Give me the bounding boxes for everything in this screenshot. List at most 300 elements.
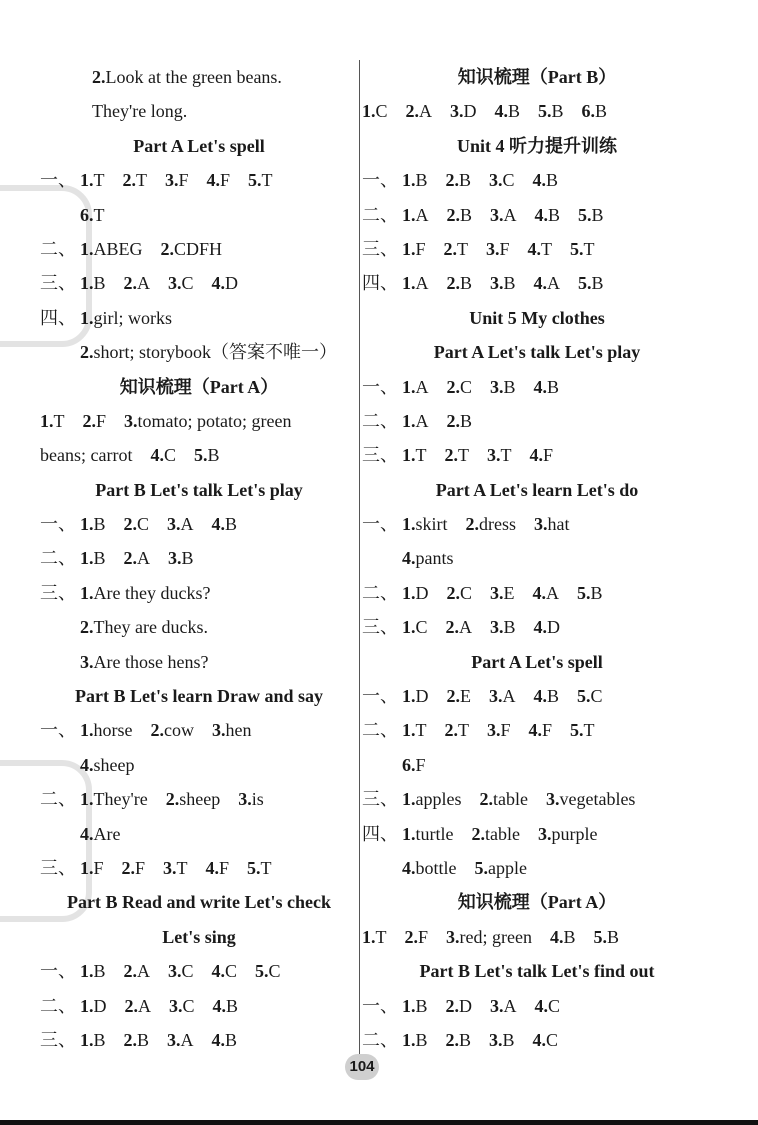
answer-item	[490, 198, 517, 232]
section-heading: Part A Let's learn Let's do	[435, 479, 639, 500]
answer-item	[486, 232, 510, 266]
column-divider	[359, 60, 360, 1060]
item-number: 2.	[404, 926, 418, 947]
answer-value: C	[375, 101, 388, 122]
answer-item	[124, 1023, 150, 1057]
page-number: 104	[345, 1054, 379, 1080]
item-number: 2.	[92, 67, 106, 87]
answer-row	[362, 507, 712, 541]
answer-value: F	[415, 754, 426, 775]
answer-value: T	[541, 238, 553, 259]
question-group-number: 一、	[40, 170, 76, 191]
answer-item	[168, 541, 194, 575]
answer-row	[40, 198, 358, 232]
answer-row	[40, 610, 358, 644]
question-group-number: 三、	[40, 582, 76, 603]
answer-item	[402, 713, 427, 747]
answer-item	[577, 679, 603, 713]
item-number: 1.	[362, 926, 376, 947]
answer-value: D	[463, 101, 477, 122]
answer-item	[490, 989, 517, 1023]
item-number: 4.	[549, 926, 564, 947]
answer-value: C	[548, 995, 561, 1016]
question-group-number: 二、	[362, 582, 398, 603]
item-number: 3.	[165, 170, 179, 191]
item-number: 5.	[474, 857, 488, 878]
question-group-number: 二、	[40, 548, 76, 569]
answer-item	[248, 163, 273, 197]
answer-item	[80, 817, 120, 851]
answer-value: sheep	[179, 789, 221, 810]
answer-row	[40, 782, 358, 816]
answer-value: T	[260, 857, 272, 878]
answer-row	[362, 370, 712, 404]
item-number: 5.	[577, 686, 591, 707]
answer-value: table	[492, 789, 528, 810]
answer-row	[362, 679, 712, 713]
answer-value: A	[503, 995, 517, 1016]
item-number: 2.	[82, 410, 96, 431]
item-number: 2.	[465, 514, 480, 535]
section-heading: Unit 4 听力提升训练	[456, 135, 617, 156]
answer-item	[207, 163, 231, 197]
question-group-number: 二、	[40, 789, 76, 810]
answer-row	[362, 198, 712, 232]
answer-item	[495, 94, 521, 128]
item-number: 2.	[445, 1029, 460, 1050]
answer-item	[40, 404, 65, 438]
answer-value: apples	[415, 789, 462, 810]
answer-item	[80, 748, 134, 782]
item-number: 3.	[486, 238, 500, 259]
item-number: 3.	[545, 789, 560, 810]
answer-value: T	[136, 170, 147, 191]
item-number: 2.	[443, 238, 458, 259]
answer-value: F	[542, 720, 553, 741]
answer-value: cow	[164, 720, 194, 741]
item-number: 1.	[402, 995, 416, 1016]
item-number: 2.	[123, 548, 138, 569]
item-number: 4.	[205, 857, 220, 878]
answer-value: B	[137, 1029, 150, 1050]
item-number: 2.	[123, 961, 138, 982]
answer-item	[538, 817, 597, 851]
answer-item	[80, 266, 106, 300]
answer-value: D	[459, 995, 473, 1016]
item-number: 3.	[80, 651, 94, 672]
answer-text: They're long.	[92, 101, 188, 122]
item-number: 1.	[80, 307, 94, 328]
answer-item	[546, 782, 635, 816]
answer-value: C	[590, 686, 603, 707]
answer-item	[80, 645, 208, 679]
answer-item	[490, 266, 516, 300]
answer-item	[447, 679, 472, 713]
answer-item	[80, 541, 106, 575]
item-number: 4.	[212, 995, 227, 1016]
answer-value: B	[93, 514, 106, 535]
answer-row	[40, 541, 358, 575]
answer-value: T	[415, 720, 427, 741]
item-number: 2.	[446, 582, 460, 603]
item-number: 3.	[489, 1029, 503, 1050]
question-group-number: 三、	[362, 238, 398, 259]
answer-item	[402, 851, 457, 885]
section-heading: 知识梳理（Part B）	[457, 67, 617, 87]
question-group-number: 二、	[362, 1029, 398, 1050]
item-number: 1.	[402, 376, 416, 397]
section-heading: Let's sing	[162, 926, 236, 947]
answer-value: B	[591, 204, 604, 225]
answer-sentence	[40, 60, 358, 94]
answer-row	[362, 989, 712, 1023]
item-number: 4.	[528, 720, 543, 741]
question-group-number: 三、	[40, 857, 76, 878]
answer-item	[167, 1023, 194, 1057]
answer-item	[402, 163, 428, 197]
answer-value: A	[138, 995, 151, 1016]
item-number: 1.	[80, 273, 94, 294]
item-number: 4.	[534, 995, 549, 1016]
answer-item	[535, 989, 561, 1023]
answer-item	[212, 954, 238, 988]
answer-item	[450, 94, 477, 128]
answer-value: They are ducks.	[93, 617, 208, 638]
item-number: 2.	[123, 1029, 138, 1050]
answer-row	[362, 782, 712, 816]
item-number: 5.	[578, 273, 592, 294]
answer-item	[402, 232, 426, 266]
answer-item	[80, 507, 106, 541]
section-heading: Unit 5 My clothes	[469, 307, 605, 328]
section-heading: 知识梳理（Part A）	[119, 376, 279, 397]
answer-item	[533, 163, 559, 197]
item-number: 4.	[532, 582, 547, 603]
answer-item	[550, 920, 576, 954]
answer-value: F	[500, 720, 511, 741]
answer-value: D	[225, 273, 239, 294]
question-group-number: 一、	[40, 961, 76, 982]
answer-value: B	[460, 410, 473, 431]
item-number: 5.	[578, 204, 592, 225]
answer-value: A	[180, 514, 194, 535]
answer-item	[169, 989, 195, 1023]
answer-value: skirt	[415, 514, 448, 535]
answer-value: is	[251, 789, 264, 810]
answer-item	[124, 266, 151, 300]
answer-row	[40, 954, 358, 988]
item-number: 4.	[529, 445, 543, 466]
item-number: 5.	[570, 720, 584, 741]
answer-item	[405, 920, 429, 954]
answer-value: B	[503, 273, 516, 294]
answer-item	[402, 576, 429, 610]
item-number: 3.	[167, 514, 181, 535]
item-number: 4.	[150, 445, 164, 466]
answer-item	[402, 266, 429, 300]
answer-value: B	[460, 204, 473, 225]
item-number: 5.	[570, 238, 584, 259]
item-number: 3.	[238, 789, 252, 810]
answer-value: C	[546, 1029, 559, 1050]
answer-value: C	[225, 961, 238, 982]
answer-row	[40, 163, 358, 197]
answer-value: A	[415, 410, 429, 431]
item-number: 3.	[124, 410, 138, 431]
item-number: 4.	[211, 961, 226, 982]
answer-item	[570, 232, 595, 266]
answer-value: B	[415, 1029, 428, 1050]
answer-item	[402, 1023, 428, 1057]
item-number: 4.	[533, 273, 548, 294]
item-number: 3.	[212, 720, 226, 741]
answer-row	[362, 404, 712, 438]
answer-item	[487, 713, 511, 747]
left-column	[40, 60, 358, 1057]
answer-value: B	[93, 273, 106, 294]
item-number: 4.	[534, 204, 549, 225]
item-number: 1.	[402, 582, 416, 603]
answer-value: B	[459, 170, 472, 191]
answer-item	[402, 748, 426, 782]
answer-item	[80, 335, 337, 369]
answer-value: B	[93, 1029, 106, 1050]
answer-value: A	[459, 617, 473, 638]
question-group-number: 一、	[362, 686, 398, 707]
answer-item	[594, 920, 620, 954]
item-number: 2.	[123, 514, 138, 535]
answer-value: B	[503, 376, 516, 397]
answer-item	[213, 989, 239, 1023]
item-number: 2.	[446, 204, 460, 225]
question-group-number: 一、	[40, 720, 76, 741]
answer-value: T	[375, 926, 387, 947]
answer-item	[402, 438, 427, 472]
item-number: 2.	[123, 273, 138, 294]
answer-item	[194, 438, 220, 472]
answer-value: A	[502, 686, 516, 707]
answer-item	[362, 94, 388, 128]
answer-value: F	[219, 857, 230, 878]
item-number: 2.	[124, 995, 138, 1016]
item-number: 2.	[122, 170, 136, 191]
answer-row	[40, 645, 358, 679]
answer-value: B	[225, 514, 238, 535]
answer-item	[538, 94, 564, 128]
answer-value: short; storybook（答案不唯一）	[93, 342, 338, 363]
answer-item	[447, 370, 473, 404]
section-heading: 知识梳理（Part A）	[457, 892, 617, 913]
answer-value: apple	[488, 857, 527, 878]
answer-value: T	[53, 410, 65, 431]
question-group-number: 三、	[40, 273, 76, 294]
answer-item	[402, 198, 429, 232]
answer-value: vegetables	[559, 789, 636, 810]
item-number: 2.	[446, 410, 460, 431]
item-number: 3.	[446, 926, 460, 947]
item-number: 1.	[402, 238, 416, 259]
answer-value: A	[415, 376, 429, 397]
answer-item	[447, 198, 473, 232]
item-number: 4.	[211, 514, 226, 535]
answer-row	[40, 713, 358, 747]
answer-text: Look at the green beans.	[105, 67, 282, 87]
item-number: 2.	[445, 617, 460, 638]
answer-value: A	[547, 273, 561, 294]
answer-item	[124, 404, 291, 438]
section-heading: Part A Let's spell	[471, 651, 603, 672]
question-group-number: 四、	[362, 823, 398, 844]
item-number: 1.	[80, 170, 94, 191]
answer-value: A	[415, 273, 429, 294]
item-number: 2.	[446, 273, 460, 294]
item-number: 4.	[533, 376, 548, 397]
item-number: 2.	[479, 789, 493, 810]
item-number: 1.	[402, 445, 416, 466]
answer-item	[212, 266, 239, 300]
item-number: 1.	[402, 1029, 416, 1050]
answer-value: C	[502, 170, 515, 191]
answer-value: C	[163, 445, 176, 466]
answer-item	[490, 610, 516, 644]
answer-value: F	[178, 170, 189, 191]
item-number: 1.	[80, 582, 94, 603]
answer-item	[80, 713, 133, 747]
item-number: 2.	[445, 170, 460, 191]
answer-item	[406, 94, 433, 128]
item-number: 2.	[446, 686, 460, 707]
item-number: 3.	[537, 823, 552, 844]
item-number: 3.	[167, 1029, 181, 1050]
question-group-number: 二、	[362, 410, 398, 431]
answer-value: B	[607, 926, 620, 947]
answer-item	[206, 851, 230, 885]
answer-item	[533, 1023, 559, 1057]
answer-item	[534, 370, 560, 404]
answer-item	[446, 989, 473, 1023]
answer-value: B	[207, 445, 220, 466]
answer-value: B	[502, 1029, 515, 1050]
item-number: 2.	[471, 823, 485, 844]
item-number: 6.	[80, 204, 94, 225]
answer-item	[490, 370, 516, 404]
item-number: 3.	[490, 582, 504, 603]
answer-value: F	[220, 170, 231, 191]
answer-row	[40, 1023, 358, 1057]
answer-item	[247, 851, 272, 885]
answer-value: B	[415, 995, 428, 1016]
answer-value: B	[546, 170, 559, 191]
answer-value: B	[460, 273, 473, 294]
section-heading: Part B Read and write Let's check	[67, 892, 331, 913]
answer-item	[168, 266, 194, 300]
answer-value: B	[591, 273, 604, 294]
item-number: 5.	[255, 961, 269, 982]
answer-item	[535, 198, 561, 232]
answer-item	[402, 817, 454, 851]
answer-value: A	[180, 1029, 194, 1050]
item-number: 2.	[160, 238, 174, 259]
answer-row	[362, 851, 712, 885]
item-number: 3.	[534, 514, 548, 535]
answer-item	[168, 954, 194, 988]
question-group-number: 四、	[40, 307, 76, 328]
answer-value: A	[415, 204, 429, 225]
item-number: 1.	[402, 204, 416, 225]
item-number: 1.	[80, 514, 94, 535]
answer-item	[40, 438, 132, 472]
answer-value: B	[551, 101, 564, 122]
section-heading: Part A Let's spell	[133, 135, 265, 156]
answer-row	[362, 748, 712, 782]
item-number: 1.	[80, 238, 94, 259]
answer-item	[402, 370, 429, 404]
item-number: 1.	[402, 617, 416, 638]
question-group-number: 二、	[362, 720, 398, 741]
answer-row	[40, 748, 358, 782]
item-number: 1.	[80, 857, 94, 878]
answer-row	[40, 404, 358, 438]
answer-row	[362, 266, 712, 300]
answer-row	[362, 94, 712, 128]
item-number: 4.	[80, 754, 94, 775]
item-number: 3.	[489, 686, 503, 707]
answer-item	[80, 301, 172, 335]
answer-value: C	[181, 961, 194, 982]
answer-value: purple	[551, 823, 598, 844]
answer-value: hen	[225, 720, 252, 741]
answer-item	[402, 404, 429, 438]
answer-item	[80, 232, 143, 266]
answer-item	[489, 679, 516, 713]
answer-value: C	[460, 376, 473, 397]
answer-item	[123, 163, 148, 197]
answer-value: beans; carrot	[40, 445, 133, 466]
answer-row	[40, 989, 358, 1023]
answer-value: B	[563, 926, 576, 947]
answer-value: E	[503, 582, 515, 603]
answer-value: E	[460, 686, 471, 707]
question-group-number: 一、	[362, 995, 398, 1016]
section-heading: Part B Let's talk Let's find out	[419, 961, 655, 982]
item-number: 1.	[402, 789, 416, 810]
item-number: 1.	[402, 686, 416, 707]
answer-row	[362, 541, 712, 575]
answer-value: D	[415, 686, 429, 707]
answer-item	[163, 851, 188, 885]
item-number: 5.	[538, 101, 552, 122]
answer-value: A	[546, 582, 560, 603]
answer-item	[212, 1023, 238, 1057]
answer-value: F	[415, 238, 426, 259]
answer-row	[362, 610, 712, 644]
answer-item	[446, 920, 532, 954]
answer-item	[479, 782, 527, 816]
answer-item	[124, 507, 150, 541]
answer-row	[362, 713, 712, 747]
answer-row	[40, 851, 358, 885]
answer-value: A	[137, 961, 151, 982]
item-number: 2.	[80, 617, 94, 638]
answer-value: B	[225, 1029, 238, 1050]
answer-row	[40, 301, 358, 335]
item-number: 3.	[490, 617, 504, 638]
question-group-number: 二、	[362, 204, 398, 225]
item-number: 1.	[402, 514, 416, 535]
answer-item	[534, 507, 570, 541]
item-number: 2.	[121, 857, 136, 878]
item-number: 3.	[168, 961, 182, 982]
